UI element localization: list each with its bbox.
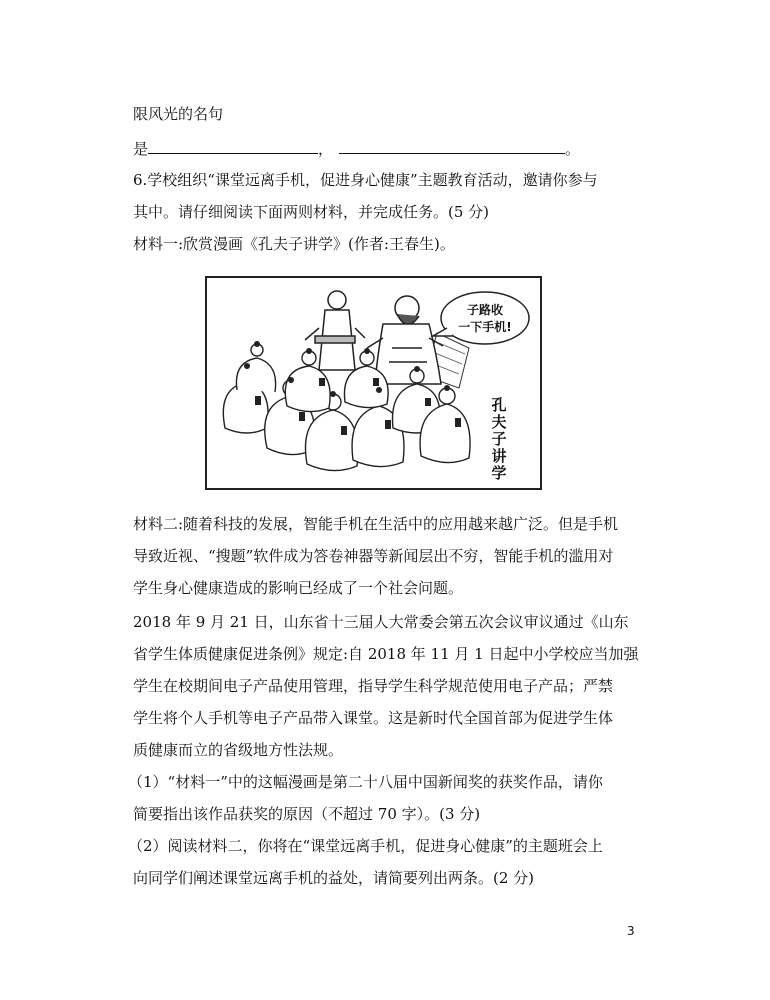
material-two-line-3: 学生身心健康造成的影响已经成了一个社会问题。 <box>133 579 464 597</box>
page-number: 3 <box>627 924 635 938</box>
regulation-line-1: 2018 年 9 月 21 日，山东省十三届人大常委会第五次会议审议通过《山东 <box>133 613 629 631</box>
speech-bubble <box>433 292 529 344</box>
answer-blank-2[interactable] <box>339 138 565 154</box>
fill-in-line <box>133 138 580 159</box>
cartoon-title <box>491 396 506 482</box>
regulation-line-2: 省学生体质健康促进条例》规定:自 2018 年 11 月 1 日起中小学校应当加强 <box>133 645 639 663</box>
sub-question-2-line-2: 向同学们阐述课堂远离手机的益处，请简要列出两条。(2 分) <box>133 869 535 887</box>
title-char-5: 学 <box>491 464 507 482</box>
question-6-line-1: 6.学校组织“课堂远离手机，促进身心健康”主题教育活动，邀请你参与 <box>133 171 598 189</box>
material-two-line-2: 导致近视、“搜题”软件成为答卷神器等新闻层出不穷，智能手机的滥用对 <box>133 547 614 565</box>
text-line-1: 限风光的名句 <box>133 105 224 123</box>
title-char-3: 子 <box>491 430 507 448</box>
sub-question-1-line-2: 简要指出该作品获奖的原因（不超过 70 字）。(3 分) <box>133 805 481 823</box>
bubble-text-2: 一下手机! <box>458 320 512 334</box>
cartoon-drawing <box>207 278 540 488</box>
fill-comma: ， <box>318 140 334 158</box>
regulation-line-3: 学生在校期间电子产品使用管理，指导学生科学规范使用电子产品；严禁 <box>133 677 614 695</box>
fill-end: 。 <box>565 140 581 158</box>
material-two-line-1: 材料二:随着科技的发展，智能手机在生活中的应用越来越广泛。但是手机 <box>133 515 619 533</box>
title-char-1: 孔 <box>491 396 507 414</box>
regulation-line-5: 质健康而立的省级地方性法规。 <box>133 741 344 759</box>
regulation-line-4: 学生将个人手机等电子产品带入课堂。这是新时代全国首部为促进学生体 <box>133 709 614 727</box>
material-one-line: 材料一:欣赏漫画《孔夫子讲学》(作者:王春生)。 <box>133 235 455 253</box>
sub-question-1-line-1: （1）“材料一”中的这幅漫画是第二十八届中国新闻奖的获奖作品，请你 <box>128 773 603 791</box>
title-char-2: 夫 <box>491 413 507 431</box>
bubble-text-1: 子路收 <box>466 303 504 317</box>
cartoon-confucius-lecture <box>205 276 542 490</box>
sub-question-2-line-1: （2）阅读材料二，你将在“课堂远离手机，促进身心健康”的主题班会上 <box>128 837 603 855</box>
answer-blank-1[interactable] <box>148 138 318 154</box>
title-char-4: 讲 <box>491 447 507 465</box>
fill-prefix: 是 <box>133 140 149 158</box>
question-6-line-2: 其中。请仔细阅读下面两则材料，并完成任务。(5 分) <box>133 203 490 221</box>
